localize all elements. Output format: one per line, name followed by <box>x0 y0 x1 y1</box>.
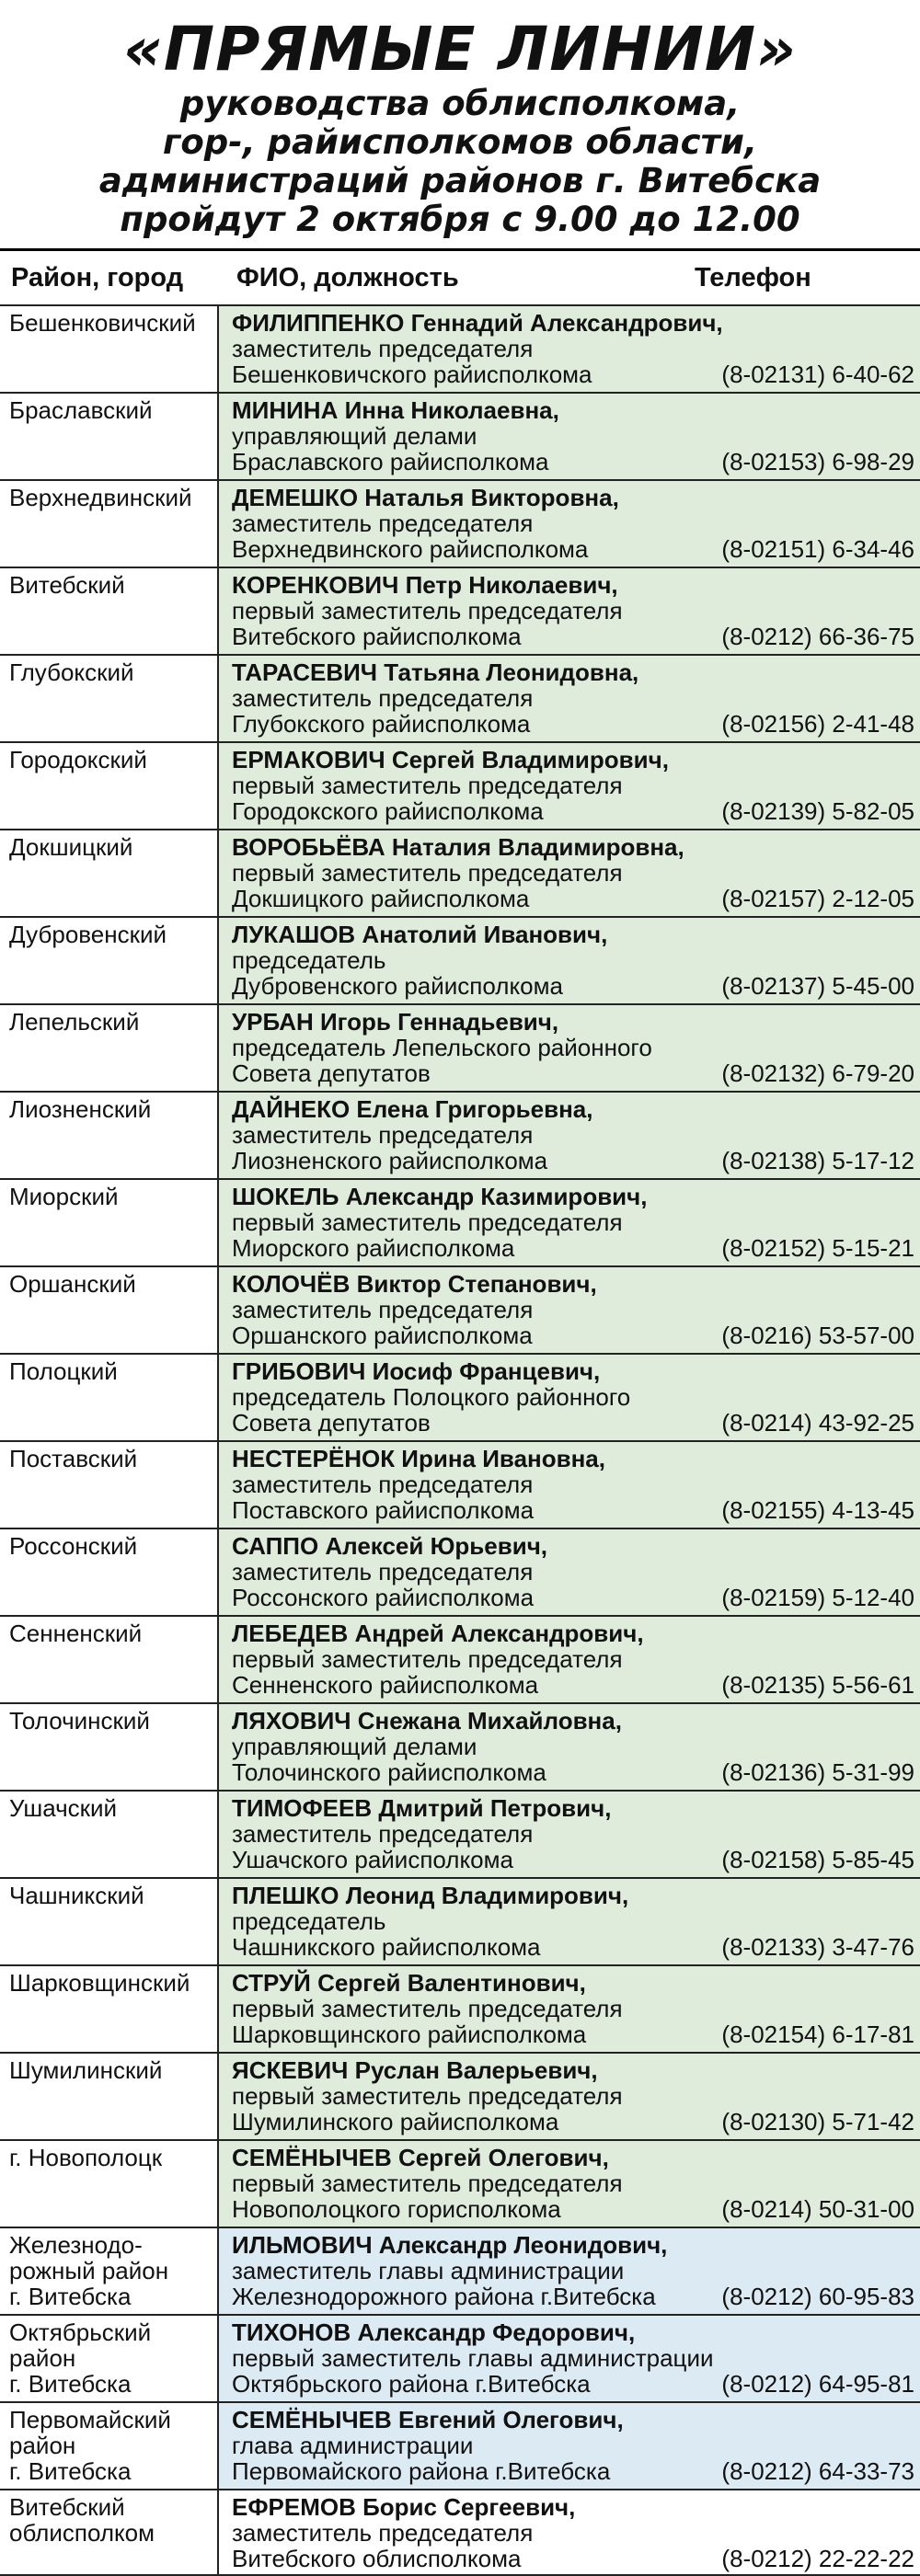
person-name: ГРИБОВИЧ Иосиф Францевич, <box>232 1357 601 1385</box>
position-phone-line <box>232 973 914 999</box>
position-line: Октябрьского района г.Витебска <box>232 2370 591 2398</box>
name-cell <box>232 2319 914 2397</box>
district-cell: Лепельский <box>0 1005 219 1091</box>
phone-number: (8-02136) 5-31-99 <box>721 1758 914 1786</box>
position-line: Дубровенского райисполкома <box>232 972 563 1000</box>
position-line: первый заместитель председателя <box>232 859 623 887</box>
position-phone-line <box>232 1585 914 1610</box>
district-cell: Глубокский <box>0 656 219 741</box>
district-cell: Бешенковичский <box>0 306 219 392</box>
position-line: председатель <box>232 1907 386 1935</box>
position-phone-line <box>232 1672 914 1698</box>
position-line: Ушачского райисполкома <box>232 1846 513 1873</box>
position-line: заместитель председателя <box>232 2519 534 2547</box>
position-line: Новополоцкого горисполкома <box>232 2195 561 2223</box>
name-cell <box>232 2145 914 2222</box>
position-phone-line <box>232 1235 914 1261</box>
person-name: НЕСТЕРЁНОК Ирина Ивановна, <box>232 1445 605 1472</box>
table-row <box>0 567 920 654</box>
phone-number: (8-02135) 5-56-61 <box>721 1671 914 1699</box>
position-phone-line <box>232 1759 914 1785</box>
district-cell: Витебский <box>0 568 219 654</box>
table-row <box>0 1877 920 1964</box>
table-row <box>0 1790 920 1877</box>
position-line: председатель Полоцкого районного <box>232 1383 631 1411</box>
name-cell <box>232 834 914 911</box>
person-name: ИЛЬМОВИЧ Александр Леонидович, <box>232 2231 668 2259</box>
person-name: СЕМЁНЫЧЕВ Сергей Олегович, <box>232 2144 609 2171</box>
name-cell <box>232 1096 914 1174</box>
position-line: Шумилинского райисполкома <box>232 2108 559 2135</box>
phone-number: (8-0212) 66-36-75 <box>721 623 914 650</box>
position-line: первый заместитель главы администрации <box>232 2344 714 2372</box>
person-name: ВОРОБЬЁВА Наталия Владимировна, <box>232 833 684 861</box>
name-cell <box>232 1620 914 1698</box>
table-row <box>0 1615 920 1702</box>
person-name: ТИМОФЕЕВ Дмитрий Петрович, <box>232 1794 612 1822</box>
subtitle-line-1: руководства облисполкома, <box>179 84 741 123</box>
position-line: Докшицкого райисполкома <box>232 885 530 912</box>
phone-number: (8-02131) 6-40-62 <box>721 361 914 388</box>
person-name: ДАЙНЕКО Елена Григорьевна, <box>232 1095 593 1123</box>
position-line: первый заместитель председателя <box>232 1208 623 1236</box>
position-line: заместитель председателя <box>232 1820 534 1848</box>
position-line: Чашникского райисполкома <box>232 1933 541 1961</box>
district-cell: Сенненский <box>0 1617 219 1702</box>
district-cell: Россонский <box>0 1529 219 1615</box>
person-name: ФИЛИППЕНКО Геннадий Александрович, <box>232 309 723 337</box>
district-cell: Верхнедвинский <box>0 481 219 567</box>
position-line: заместитель главы администрации <box>232 2257 625 2284</box>
table-row <box>0 829 920 916</box>
name-cell <box>232 2057 914 2135</box>
district-cell: Дубровенский <box>0 918 219 1003</box>
table-row <box>0 1003 920 1091</box>
district-cell: Лиозненский <box>0 1093 219 1178</box>
phone-number: (8-0216) 53-57-00 <box>721 1322 914 1349</box>
position-line: заместитель председателя <box>232 335 534 362</box>
person-name: ЛУКАШОВ Анатолий Иванович, <box>232 921 608 948</box>
position-line: Совета депутатов <box>232 1409 431 1437</box>
person-name: ПЛЕШКО Леонид Владимирович, <box>232 1882 629 1909</box>
name-cell <box>232 1883 914 1960</box>
name-cell <box>232 1446 914 1523</box>
name-cell <box>232 310 914 387</box>
position-line: Бешенковичского райисполкома <box>232 361 592 388</box>
position-phone-line <box>232 2546 914 2571</box>
position-line: первый заместитель председателя <box>232 772 623 799</box>
district-cell: Толочинский <box>0 1704 219 1790</box>
table-row <box>0 2139 920 2227</box>
position-phone-line <box>232 1148 914 1174</box>
person-name: СЕМЁНЫЧЕВ Евгений Олегович, <box>232 2406 624 2433</box>
name-cell <box>232 922 914 999</box>
position-phone-line <box>232 624 914 649</box>
person-name: ЕФРЕМОВ Борис Сергеевич, <box>232 2493 576 2521</box>
phone-number: (8-02154) 6-17-81 <box>721 2021 914 2048</box>
district-cell: Октябрьский район г. Витебска <box>0 2316 219 2401</box>
position-line: управляющий делами <box>232 1733 477 1760</box>
person-name: ДЕМЕШКО Наталья Викторовна, <box>232 484 619 511</box>
phone-number: (8-02132) 6-79-20 <box>721 1059 914 1087</box>
column-header-phone: Телефон <box>695 262 811 292</box>
column-header-district: Район, город <box>11 262 184 292</box>
position-phone-line <box>232 798 914 824</box>
name-cell <box>232 1533 914 1610</box>
table-row <box>0 1964 920 2052</box>
position-line: Сенненского райисполкома <box>232 1671 539 1699</box>
position-phone-line <box>232 2458 914 2484</box>
table-row <box>0 1091 920 1178</box>
district-cell: Оршанский <box>0 1267 219 1353</box>
phone-number: (8-0212) 64-33-73 <box>721 2457 914 2485</box>
person-name: СТРУЙ Сергей Валентинович, <box>232 1969 586 1997</box>
district-cell: Первомайский район г. Витебска <box>0 2403 219 2489</box>
table-row <box>0 2052 920 2139</box>
contacts-table <box>0 304 920 2576</box>
person-name: ТАРАСЕВИЧ Татьяна Леонидовна, <box>232 658 639 686</box>
position-line: Верхнедвинского райисполкома <box>232 535 589 563</box>
district-cell: Ушачский <box>0 1792 219 1877</box>
position-line: Миорского райисполкома <box>232 1234 515 1262</box>
page-title: «ПРЯМЫЕ ЛИНИИ» <box>122 14 798 85</box>
position-phone-line <box>232 711 914 737</box>
phone-number: (8-0214) 43-92-25 <box>721 1409 914 1437</box>
person-name: ЯСКЕВИЧ Руслан Валерьевич, <box>232 2056 598 2084</box>
name-cell <box>232 1970 914 2047</box>
person-name: ЕРМАКОВИЧ Сергей Владимирович, <box>232 746 669 773</box>
phone-number: (8-02156) 2-41-48 <box>721 710 914 738</box>
position-line: заместитель председателя <box>232 1558 534 1586</box>
position-line: глава администрации <box>232 2432 474 2459</box>
position-line: первый заместитель председателя <box>232 2082 623 2110</box>
table-row <box>0 1353 920 1440</box>
position-line: Лиозненского райисполкома <box>232 1147 548 1174</box>
position-line: председатель <box>232 946 386 974</box>
name-cell <box>232 485 914 562</box>
phone-number: (8-02158) 5-85-45 <box>721 1846 914 1873</box>
table-row <box>0 654 920 741</box>
phone-number: (8-0212) 60-95-83 <box>721 2283 914 2310</box>
person-name: ШОКЕЛЬ Александр Казимирович, <box>232 1183 648 1210</box>
position-phone-line <box>232 2196 914 2222</box>
position-phone-line <box>232 361 914 387</box>
position-line: Железнодорожного района г.Витебска <box>232 2283 656 2310</box>
position-line: первый заместитель председателя <box>232 1645 623 1673</box>
position-line: первый заместитель председателя <box>232 597 623 624</box>
position-phone-line <box>232 449 914 475</box>
name-cell <box>232 1358 914 1436</box>
position-phone-line <box>232 2021 914 2047</box>
position-line: Глубокского райисполкома <box>232 710 531 738</box>
position-phone-line <box>232 1847 914 1872</box>
name-cell <box>232 1271 914 1348</box>
table-row <box>0 916 920 1003</box>
name-cell <box>232 1009 914 1086</box>
position-line: заместитель председателя <box>232 1296 534 1323</box>
district-cell: г. Новополоцк <box>0 2141 219 2227</box>
table-row <box>0 479 920 567</box>
position-line: Шарковщинского райисполкома <box>232 2021 587 2048</box>
table-row <box>0 2489 920 2576</box>
person-name: ТИХОНОВ Александр Федорович, <box>232 2318 636 2346</box>
person-name: ЛЯХОВИЧ Снежана Михайловна, <box>232 1707 622 1735</box>
phone-number: (8-0214) 50-31-00 <box>721 2195 914 2223</box>
district-cell: Полоцкий <box>0 1355 219 1440</box>
header <box>0 0 920 239</box>
table-row <box>0 1528 920 1615</box>
phone-number: (8-02151) 6-34-46 <box>721 535 914 563</box>
district-cell: Шумилинский <box>0 2054 219 2139</box>
position-line: Россонского райисполкома <box>232 1584 535 1611</box>
position-line: Городокского райисполкома <box>232 797 544 825</box>
phone-number: (8-02130) 5-71-42 <box>721 2108 914 2135</box>
table-row <box>0 304 920 392</box>
position-line: Витебского райисполкома <box>232 623 522 650</box>
person-name: ЛЕБЕДЕВ Андрей Александрович, <box>232 1620 644 1647</box>
position-phone-line <box>232 2371 914 2397</box>
position-line: заместитель председателя <box>232 684 534 712</box>
district-cell: Браславский <box>0 394 219 479</box>
district-cell: Железнодо- рожный район г. Витебска <box>0 2228 219 2314</box>
position-phone-line <box>232 1497 914 1523</box>
phone-number: (8-02153) 6-98-29 <box>721 448 914 475</box>
table-row <box>0 1178 920 1265</box>
table-row <box>0 392 920 479</box>
phone-number: (8-02157) 2-12-05 <box>721 885 914 912</box>
phone-number: (8-02137) 5-45-00 <box>721 972 914 1000</box>
name-cell <box>232 1708 914 1785</box>
position-phone-line <box>232 1322 914 1348</box>
person-name: МИНИНА Инна Николаевна, <box>232 396 559 424</box>
position-phone-line <box>232 1934 914 1960</box>
position-line: Первомайского района г.Витебска <box>232 2457 611 2485</box>
position-line: заместитель председателя <box>232 1121 534 1149</box>
column-header-name: ФИО, должность <box>236 262 459 292</box>
position-phone-line <box>232 2109 914 2135</box>
district-cell: Городокский <box>0 743 219 829</box>
district-cell: Миорский <box>0 1180 219 1265</box>
name-cell <box>232 659 914 737</box>
position-line: первый заместитель председателя <box>232 2170 623 2197</box>
district-cell: Поставский <box>0 1442 219 1528</box>
position-phone-line <box>232 886 914 911</box>
subtitle-line-2: гор-, райисполкомов области, <box>162 122 758 162</box>
table-row <box>0 741 920 829</box>
district-cell: Витебский облисполком <box>0 2490 219 2574</box>
phone-number: (8-02152) 5-15-21 <box>721 1234 914 1262</box>
phone-number: (8-02138) 5-17-12 <box>721 1147 914 1174</box>
position-line: управляющий делами <box>232 422 477 450</box>
name-cell <box>232 2407 914 2484</box>
person-name: УРБАН Игорь Геннадьевич, <box>232 1008 559 1036</box>
position-line: Поставского райисполкома <box>232 1496 535 1524</box>
person-name: САППО Алексей Юрьевич, <box>232 1532 548 1560</box>
position-line: Браславского райисполкома <box>232 448 549 475</box>
person-name: КОРЕНКОВИЧ Петр Николаевич, <box>232 571 618 599</box>
table-header <box>0 251 920 304</box>
position-line: председатель Лепельского районного <box>232 1034 652 1061</box>
position-line: заместитель председателя <box>232 509 534 537</box>
name-cell <box>232 747 914 824</box>
position-line: Витебского облисполкома <box>232 2545 522 2572</box>
name-cell <box>232 572 914 649</box>
name-cell <box>232 1184 914 1261</box>
position-line: Совета депутатов <box>232 1059 431 1087</box>
table-row <box>0 1702 920 1790</box>
table-row <box>0 2314 920 2401</box>
position-phone-line <box>232 536 914 562</box>
table-row <box>0 2227 920 2314</box>
phone-number: (8-02139) 5-82-05 <box>721 797 914 825</box>
phone-number: (8-02133) 3-47-76 <box>721 1933 914 1961</box>
table-row <box>0 1265 920 1353</box>
position-line: Оршанского райисполкома <box>232 1322 533 1349</box>
district-cell: Шарковщинский <box>0 1966 219 2052</box>
position-line: Толочинского райисполкома <box>232 1758 546 1786</box>
position-phone-line <box>232 1060 914 1086</box>
name-cell <box>232 2232 914 2309</box>
district-cell: Чашникский <box>0 1879 219 1964</box>
position-phone-line <box>232 2284 914 2309</box>
subtitle-line-4: пройдут 2 октября с 9.00 до 12.00 <box>120 200 800 239</box>
phone-number: (8-02155) 4-13-45 <box>721 1496 914 1524</box>
phone-number: (8-0212) 22-22-22 <box>721 2545 914 2572</box>
position-phone-line <box>232 1410 914 1436</box>
phone-number: (8-02159) 5-12-40 <box>721 1584 914 1611</box>
subtitle-line-3: администраций районов г. Витебска <box>98 161 822 200</box>
position-line: первый заместитель председателя <box>232 1995 623 2022</box>
name-cell <box>232 2494 914 2571</box>
name-cell <box>232 1795 914 1872</box>
person-name: КОЛОЧЁВ Виктор Степанович, <box>232 1270 597 1298</box>
table-row <box>0 1440 920 1528</box>
name-cell <box>232 397 914 475</box>
phone-number: (8-0212) 64-95-81 <box>721 2370 914 2398</box>
district-cell: Докшицкий <box>0 830 219 916</box>
table-row <box>0 2401 920 2489</box>
position-line: заместитель председателя <box>232 1471 534 1498</box>
